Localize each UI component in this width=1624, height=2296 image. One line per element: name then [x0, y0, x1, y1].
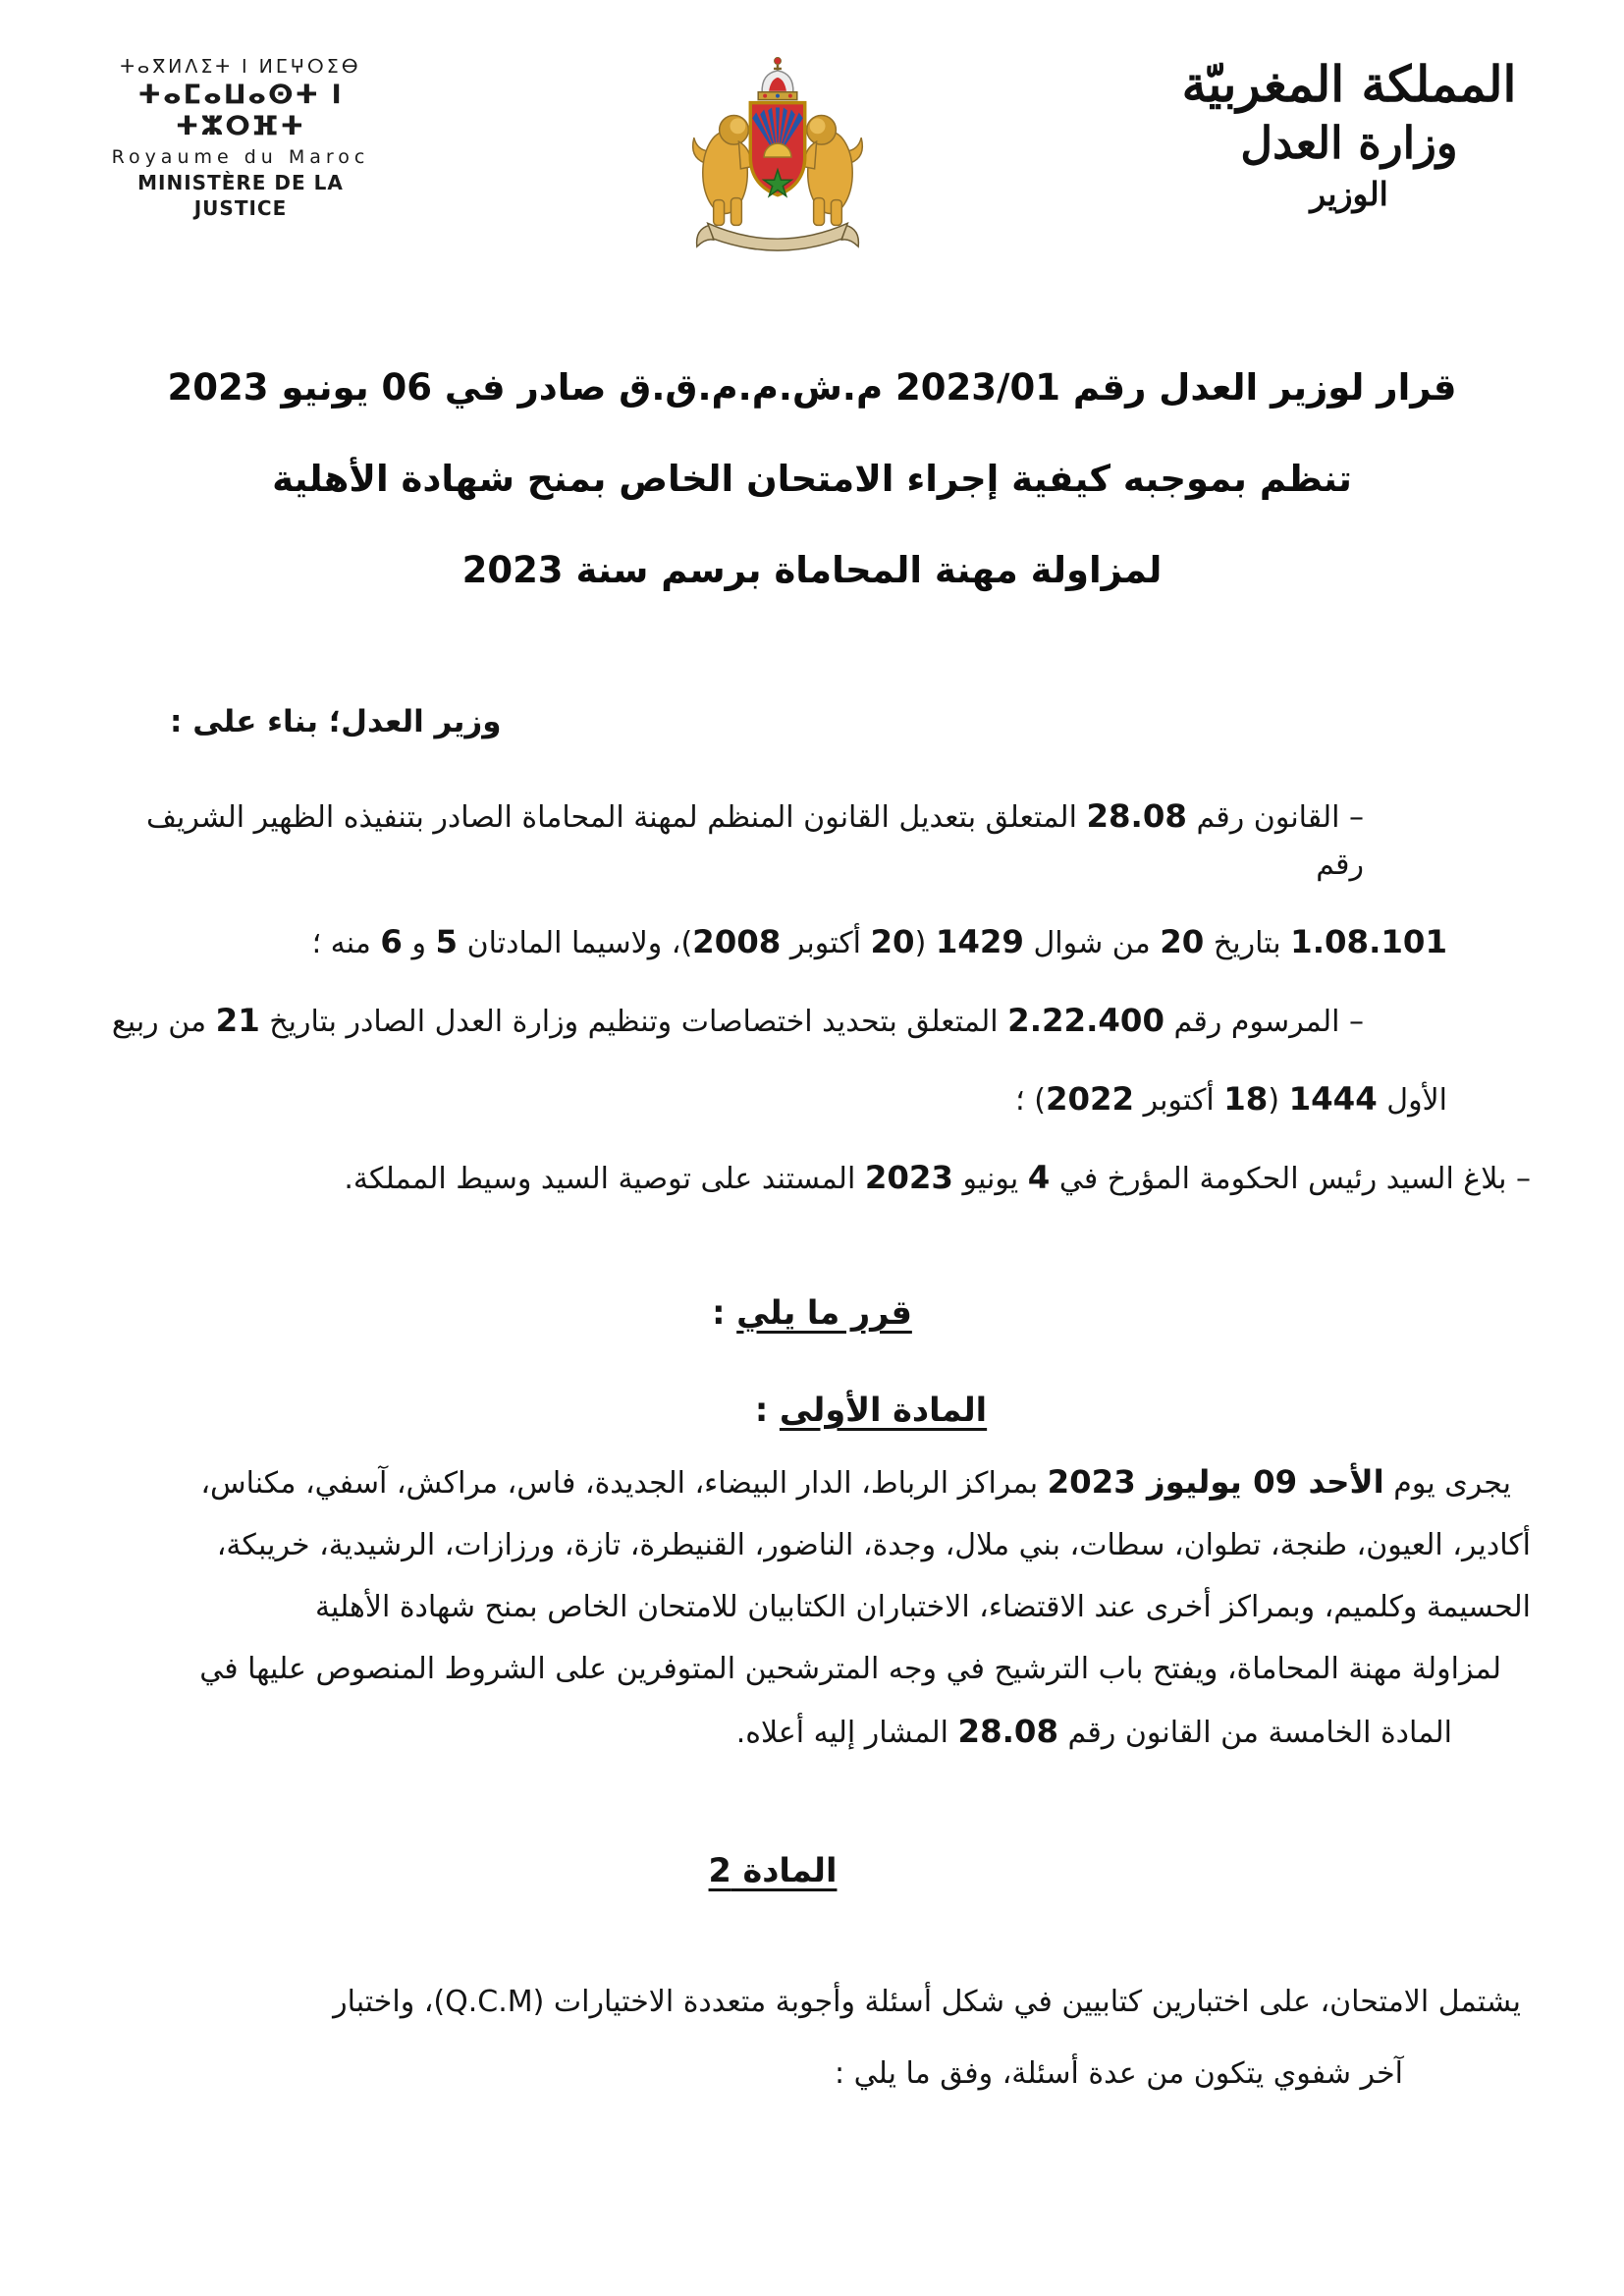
- recital-communique-line: – بلاغ السيد رئيس الحكومة المؤرخ في 4 يونيو 2023 المستند على توصية السيد وسيط المملكة.: [344, 1159, 1531, 1196]
- ministere-justice-label: MINISTÈRE DE LA JUSTICE: [137, 171, 344, 220]
- crown: [758, 58, 797, 100]
- article-1-line-2: أكادير، العيون، طنجة، تطوان، سطات، بني ملال، وجدة، الناضور، القنيطرة، تازة، ورزازات، الرشيدية، خريبكة،: [216, 1528, 1531, 1562]
- header-right-block: [1167, 54, 1531, 217]
- royaume-du-maroc-label: Royaume du Maroc: [111, 146, 370, 168]
- article-1-line-1: يجرى يوم الأحد 09 يوليوز 2023 بمراكز الرباط، الدار البيضاء، الجديدة، فاس، مراكش، آسفي، مكناس،: [200, 1463, 1511, 1501]
- header-left-block: [93, 54, 388, 221]
- minister-intro-line: [93, 698, 1531, 745]
- banner-ribbon: [697, 223, 859, 250]
- recital-decree-line-2: الأول 1444 (18 أكتوبر 2022) ؛: [1015, 1080, 1447, 1118]
- article-2-body: [93, 1979, 1531, 2098]
- recital-decree-line-1: – المرسوم رقم 2.22.400 المتعلق بتحديد اختصاصات وتنظيم وزارة العدل الصادر بتاريخ 21 من ربيع: [111, 1002, 1364, 1039]
- article-2-line-1: يشتمل الامتحان، على اختبارين كتابيين في شكل أسئلة وأجوبة متعددة الاختيارات (Q.C.M)، واختبار: [333, 1985, 1521, 2019]
- minister-calligraphy: الوزير: [1310, 175, 1388, 213]
- tifinagh-kingdom-line: ⵜⴰⴳⵍⴷⵉⵜ ⵏ ⵍⵎⵖⵔⵉⴱ: [120, 56, 361, 78]
- recitals-list: [93, 793, 1531, 1203]
- article-1-line-3: الحسيمة وكلميم، وبمراكز أخرى عند الاقتضاء، الاختباران الكتابيان للامتحان الخاص بمنح شهادة الأهلية: [314, 1590, 1531, 1624]
- article-1-line-4: لمزاولة مهنة المحاماة، ويفتح باب الترشيح في وجه المترشحين المتوفرين على الشروط المنصوص عليها في: [199, 1652, 1501, 1686]
- minister-intro-text: وزير العدل؛ بناء على :: [170, 704, 502, 739]
- decree-title-line-1: قرار لوزير العدل رقم 2023/01 م.ش.م.م.ق.ق صادر في 06 يونيو 2023: [167, 366, 1457, 409]
- article-2-line-2: آخر شفوي يتكون من عدة أسئلة، وفق ما يلي :: [835, 2056, 1403, 2091]
- shield: [750, 103, 804, 196]
- article-1-body: [93, 1458, 1531, 1757]
- moroccan-coat-of-arms-icon: [680, 48, 875, 276]
- article-1-heading: المادة الأولى :: [754, 1391, 988, 1429]
- lion-left: [693, 115, 751, 225]
- decision-heading: قرر ما يلي :: [712, 1293, 912, 1332]
- article-1-line-5: المادة الخامسة من القانون رقم 28.08 المشار إليه أعلاه.: [735, 1713, 1452, 1750]
- article-2-heading: المادة 2: [708, 1851, 838, 1889]
- decree-title-line-2: تنظم بموجبه كيفية إجراء الامتحان الخاص بمنح شهادة الأهلية: [272, 458, 1352, 500]
- decree-title: [93, 363, 1531, 595]
- kingdom-calligraphy: المملكة المغربيّة: [1181, 55, 1517, 113]
- tifinagh-ministry-line: ⵜⴰⵎⴰⵡⴰⵙⵜ ⵏ ⵜⵣⵔⴼⵜ: [137, 80, 344, 141]
- ministry-calligraphy: وزارة العدل: [1240, 117, 1458, 169]
- recital-law-line-1: – القانون رقم 28.08 المتعلق بتعديل القانون المنظم لمهنة المحاماة الصادر بتنفيذه الظهير الشريف رقم: [145, 797, 1364, 882]
- recital-law-line-2: 1.08.101 بتاريخ 20 من شوال 1429 (20 أكتوبر 2008)، ولاسيما المادتان 5 و 6 منه ؛: [311, 923, 1447, 960]
- lion-right: [804, 115, 862, 225]
- page-header: [93, 54, 1531, 285]
- decree-title-line-3: لمزاولة مهنة المحاماة برسم سنة 2023: [461, 549, 1163, 591]
